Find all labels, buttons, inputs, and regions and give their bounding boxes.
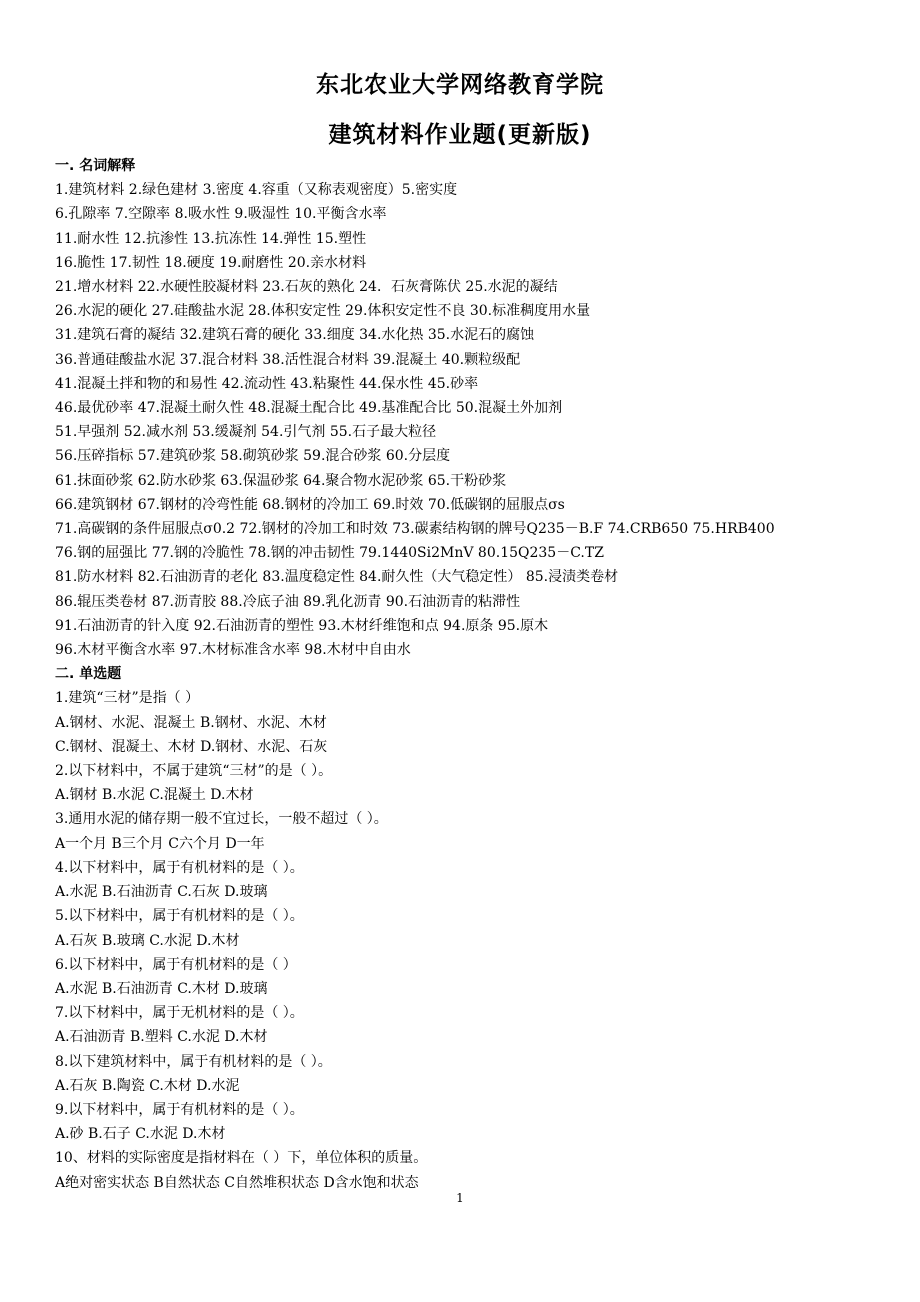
section-heading-single-choice: 二. 单选题 — [55, 666, 122, 683]
question-line: A.钢材、水泥、混凝土 B.钢材、水泥、木材 — [55, 714, 327, 731]
question-line: A.钢材 B.水泥 C.混凝土 D.木材 — [55, 787, 254, 804]
question-line: 3.通用水泥的储存期一般不宜过长，一般不超过（ ）。 — [55, 811, 388, 828]
question-line: 9.以下材料中，属于有机材料的是（ ）。 — [55, 1101, 304, 1118]
term-line: 6.孔隙率 7.空隙率 8.吸水性 9.吸湿性 10.平衡含水率 — [55, 206, 387, 223]
term-line: 26.水泥的硬化 27.硅酸盐水泥 28.体积安定性 29.体积安定性不良 30.标准稠度用水量 — [55, 303, 591, 320]
question-line: 1.建筑“三材”是指（ ） — [55, 690, 200, 707]
terms-list — [55, 178, 905, 662]
term-line: 21.增水材料 22.水硬性胶凝材料 23.石灰的熟化 24．石灰膏陈伏 25.水泥的凝结 — [55, 279, 558, 296]
question-line: 5.以下材料中，属于有机材料的是（ ）。 — [55, 908, 304, 925]
question-line: 6.以下材料中，属于有机材料的是（ ） — [55, 956, 297, 973]
term-line: 91.石油沥青的针入度 92.石油沥青的塑性 93.木材纤维饱和点 94.原条 95.原木 — [55, 617, 549, 634]
term-line: 66.建筑钢材 67.钢材的冷弯性能 68.钢材的冷加工 69.时效 70.低碳钢的屈服点σs — [55, 496, 565, 513]
term-line: 71.高碳钢的条件屈服点σ0.2 72.钢材的冷加工和时效 73.碳素结构钢的牌号Q235－B.F 74.CRB650 75.HRB400 — [55, 521, 775, 538]
question-line: 4.以下材料中，属于有机材料的是（ ）。 — [55, 859, 304, 876]
term-line: 61.抹面砂浆 62.防水砂浆 63.保温砂浆 64.聚合物水泥砂浆 65.干粉砂浆 — [55, 472, 507, 489]
question-line: A.石油沥青 B.塑料 C.水泥 D.木材 — [55, 1029, 268, 1046]
term-line: 16.脆性 17.韧性 18.硬度 19.耐磨性 20.亲水材料 — [55, 254, 367, 271]
term-line: 96.木材平衡含水率 97.木材标准含水率 98.木材中自由水 — [55, 642, 411, 659]
question-line: A.石灰 B.陶瓷 C.木材 D.水泥 — [55, 1077, 240, 1094]
page-number: 1 — [456, 1191, 464, 1205]
question-line: A.水泥 B.石油沥青 C.石灰 D.玻璃 — [55, 884, 268, 901]
question-line: 7.以下材料中，属于无机材料的是（ ）。 — [55, 1005, 304, 1022]
school-title: 东北农业大学网络教育学院 — [316, 72, 604, 98]
term-line: 41.混凝土拌和物的和易性 42.流动性 43.粘聚性 44.保水性 45.砂率 — [55, 375, 479, 392]
term-line: 76.钢的屈强比 77.钢的冷脆性 78.钢的冲击韧性 79.1440Si2MnV 80.15Q235－C.TZ — [55, 545, 604, 562]
term-line: 11.耐水性 12.抗渗性 13.抗冻性 14.弹性 15.塑性 — [55, 230, 367, 247]
question-line: 2.以下材料中，不属于建筑“三材”的是（ ）。 — [55, 763, 333, 780]
term-line: 51.早强剂 52.减水剂 53.缓凝剂 54.引气剂 55.石子最大粒径 — [55, 424, 437, 441]
term-line: 46.最优砂率 47.混凝土耐久性 48.混凝土配合比 49.基准配合比 50.混凝土外加剂 — [55, 400, 563, 417]
term-line: 36.普通硅酸盐水泥 37.混合材料 38.活性混合材料 39.混凝土 40.颗粒级配 — [55, 351, 521, 368]
term-line: 31.建筑石膏的凝结 32.建筑石膏的硬化 33.细度 34.水化热 35.水泥石的腐蚀 — [55, 327, 535, 344]
question-line: C.钢材、混凝土、木材 D.钢材、水泥、石灰 — [55, 738, 328, 755]
term-line: 81.防水材料 82.石油沥青的老化 83.温度稳定性 84.耐久性（大气稳定性） 85.浸渍类卷材 — [55, 569, 619, 586]
question-line: A一个月 B三个月 C六个月 D一年 — [55, 835, 265, 852]
question-line: A.砂 B.石子 C.水泥 D.木材 — [55, 1126, 226, 1143]
question-line: A.石灰 B.玻璃 C.水泥 D.木材 — [55, 932, 240, 949]
single-choice-list — [55, 686, 905, 1194]
term-line: 1.建筑材料 2.绿色建材 3.密度 4.容重（又称表观密度）5.密实度 — [55, 182, 458, 199]
question-line: A.水泥 B.石油沥青 C.木材 D.玻璃 — [55, 980, 268, 997]
section-heading-terms: 一. 名词解释 — [55, 158, 136, 174]
question-line: 10、材料的实际密度是指材料在（ ）下，单位体积的质量。 — [55, 1150, 428, 1167]
document-title: 建筑材料作业题(更新版) — [328, 122, 592, 148]
question-line: 8.以下建筑材料中，属于有机材料的是（ ）。 — [55, 1053, 332, 1070]
document-body — [55, 154, 905, 1195]
term-line: 56.压碎指标 57.建筑砂浆 58.砌筑砂浆 59.混合砂浆 60.分层度 — [55, 448, 451, 465]
term-line: 86.辊压类卷材 87.沥青胶 88.冷底子油 89.乳化沥青 90.石油沥青的粘滞性 — [55, 593, 521, 610]
question-line: A绝对密实状态 B自然状态 C自然堆积状态 D含水饱和状态 — [55, 1174, 419, 1191]
